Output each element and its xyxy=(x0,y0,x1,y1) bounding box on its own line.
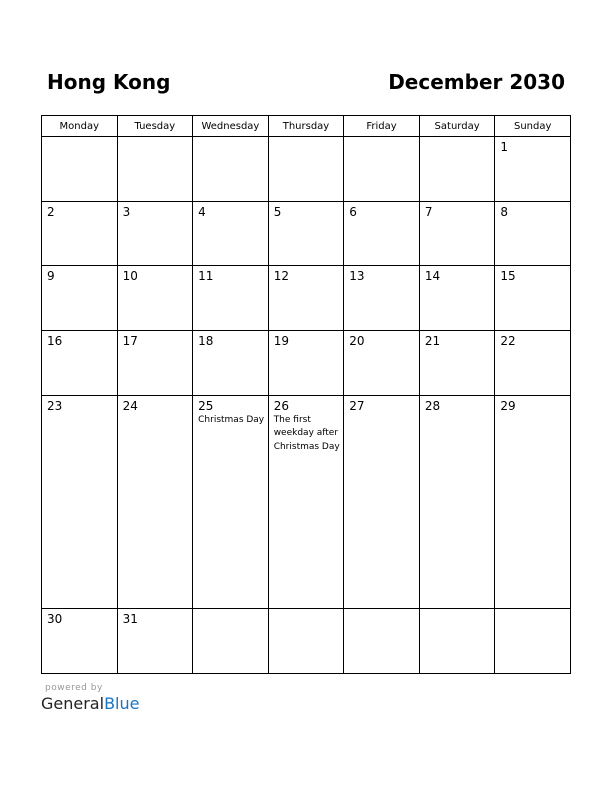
day-cell xyxy=(495,266,571,331)
day-cell xyxy=(344,609,420,674)
day-number: 24 xyxy=(122,398,138,413)
weekday-header-row xyxy=(42,116,571,137)
day-cell xyxy=(419,609,495,674)
day-cell xyxy=(495,137,571,202)
day-cell xyxy=(268,266,344,331)
day-number: 15 xyxy=(500,269,516,284)
day-cell xyxy=(419,137,495,202)
day-cell xyxy=(495,609,571,674)
day-cell xyxy=(193,137,269,202)
week-row xyxy=(42,266,571,331)
day-cell xyxy=(117,395,193,609)
day-number: 31 xyxy=(122,612,138,627)
day-number: 21 xyxy=(424,333,441,348)
weekday-header: Friday xyxy=(344,116,420,137)
powered-by-text: powered by xyxy=(45,683,103,693)
day-cell xyxy=(117,330,193,395)
calendar-title-month: December 2030 xyxy=(388,70,565,94)
day-number: 27 xyxy=(349,398,365,413)
day-number: 30 xyxy=(47,612,63,627)
day-cell xyxy=(344,330,420,395)
brand-blue: Blue xyxy=(104,694,140,713)
day-cell xyxy=(193,330,269,395)
weekday-header: Wednesday xyxy=(193,116,269,137)
day-cell xyxy=(42,609,118,674)
day-cell xyxy=(42,201,118,266)
week-row xyxy=(42,395,571,609)
weekday-header: Thursday xyxy=(268,116,344,137)
day-number: 10 xyxy=(122,269,138,284)
day-number: 28 xyxy=(424,398,441,413)
day-cell xyxy=(193,266,269,331)
day-cell xyxy=(42,137,118,202)
week-row xyxy=(42,137,571,202)
day-cell xyxy=(117,266,193,331)
day-cell xyxy=(268,395,344,609)
brand-general: General xyxy=(41,694,105,713)
day-cell xyxy=(117,201,193,266)
day-cell xyxy=(117,137,193,202)
week-row xyxy=(42,330,571,395)
day-cell xyxy=(42,266,118,331)
day-number: 23 xyxy=(47,398,63,413)
day-cell xyxy=(344,395,420,609)
day-cell xyxy=(268,609,344,674)
day-number: 5 xyxy=(273,204,282,219)
day-cell xyxy=(419,266,495,331)
day-number: 2 xyxy=(47,204,55,219)
weekday-header: Monday xyxy=(42,116,118,137)
day-number: 14 xyxy=(424,269,441,284)
day-cell xyxy=(495,201,571,266)
day-number: 6 xyxy=(349,204,357,219)
day-number: 12 xyxy=(273,269,289,284)
week-row xyxy=(42,201,571,266)
day-cell xyxy=(42,395,118,609)
day-number: 16 xyxy=(47,333,63,348)
day-number: 20 xyxy=(349,333,365,348)
day-cell xyxy=(268,201,344,266)
day-cell xyxy=(495,395,571,609)
day-number: 19 xyxy=(273,333,289,348)
day-cell xyxy=(495,330,571,395)
day-number: 3 xyxy=(122,204,131,219)
day-number: 22 xyxy=(500,333,516,348)
day-cell xyxy=(42,330,118,395)
weekday-header: Sunday xyxy=(495,116,571,137)
day-number: 1 xyxy=(500,140,509,154)
day-cell xyxy=(268,330,344,395)
day-number: 7 xyxy=(424,204,433,219)
day-number: 9 xyxy=(47,269,55,284)
day-number: 25 xyxy=(198,398,214,413)
holiday-label: The first weekday after Christmas Day xyxy=(273,414,340,452)
day-cell xyxy=(344,137,420,202)
calendar-title-location: Hong Kong xyxy=(47,70,171,94)
day-number: 26 xyxy=(273,398,289,413)
day-cell xyxy=(193,395,269,609)
week-row xyxy=(42,609,571,674)
day-cell xyxy=(419,330,495,395)
day-cell xyxy=(344,266,420,331)
day-number: 17 xyxy=(122,333,138,348)
day-number: 18 xyxy=(198,333,214,348)
day-cell xyxy=(344,201,420,266)
day-number: 11 xyxy=(198,269,214,284)
weekday-header: Saturday xyxy=(419,116,495,137)
calendar-grid xyxy=(41,115,571,674)
day-number: 29 xyxy=(500,398,516,413)
day-number: 13 xyxy=(349,269,365,284)
day-cell xyxy=(117,609,193,674)
generalblue-logo[interactable] xyxy=(41,694,139,713)
day-cell xyxy=(419,201,495,266)
day-number: 4 xyxy=(198,204,206,219)
holiday-label: Christmas Day xyxy=(198,414,265,425)
day-cell xyxy=(193,201,269,266)
day-cell xyxy=(193,609,269,674)
weekday-header: Tuesday xyxy=(117,116,193,137)
day-cell xyxy=(419,395,495,609)
day-number: 8 xyxy=(500,204,509,219)
day-cell xyxy=(268,137,344,202)
